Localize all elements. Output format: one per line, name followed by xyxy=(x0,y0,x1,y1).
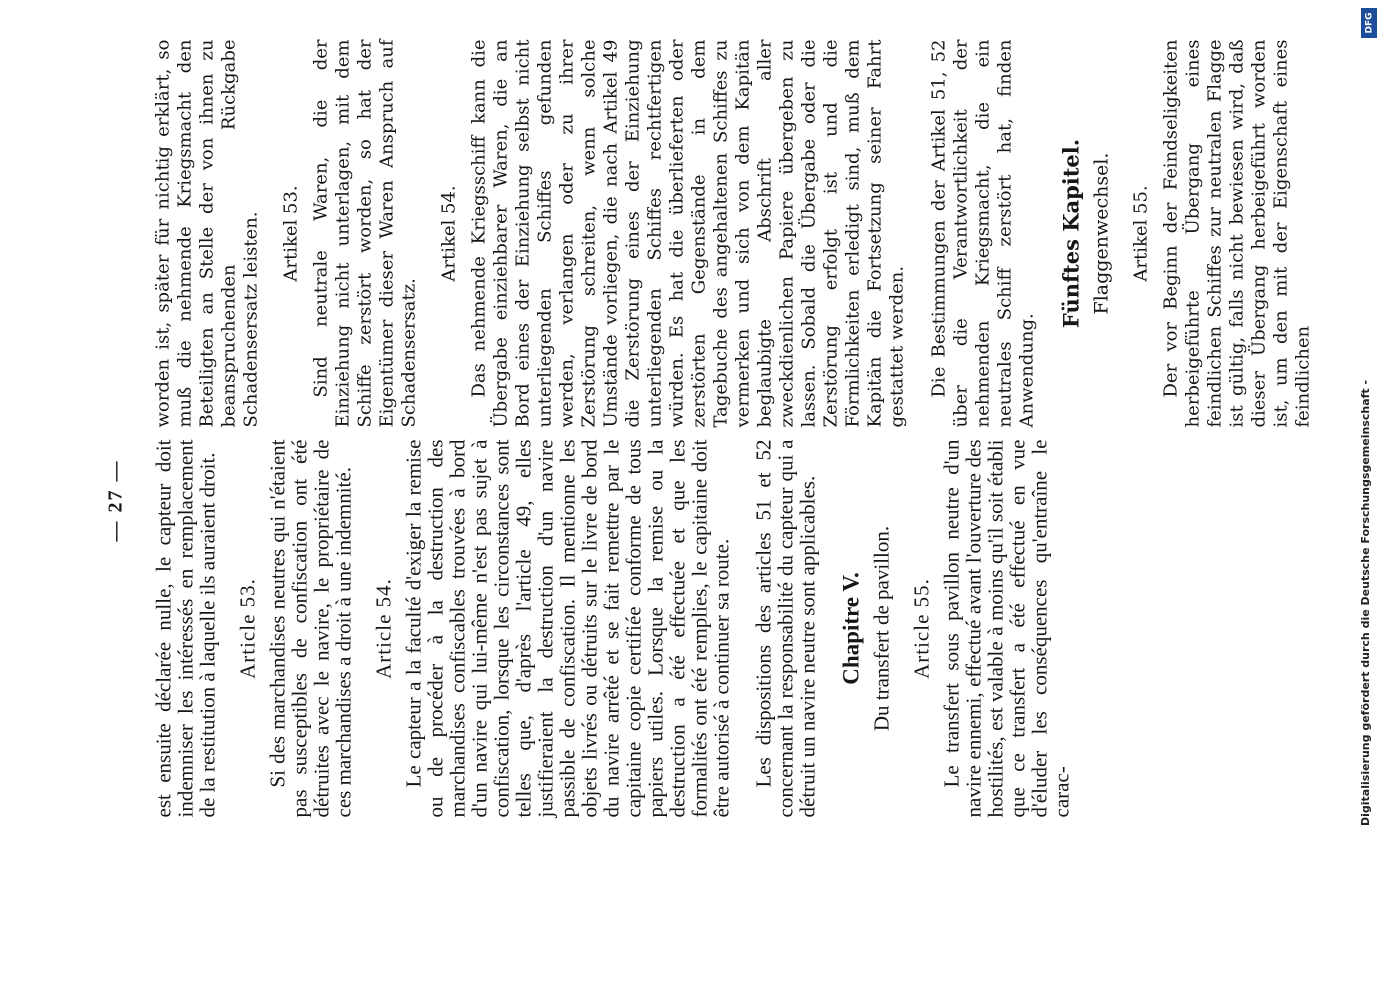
german-chapter-heading: Fünftes Kapitel. xyxy=(1058,138,1083,328)
german-article-55-text: Der vor Beginn der Feindseligkeiten herbeigeführte Übergang eines feindlichen Schiffes zur neutralen Flagge ist gültig, falls nicht bewiesen wird, daß dieser Übergang herbeigeführt worden ist, um den mit der Eigenschaft eines feindlichen xyxy=(1160,39,1313,427)
french-column xyxy=(152,439,1263,817)
german-column xyxy=(152,39,1313,427)
french-dispositions-paragraph: Les dispositions des articles 51 et 52 concernant la responsabilité du capteur qui a détruit un navire neutre sont applicables. xyxy=(751,439,819,817)
french-article-54-text: Le capteur a la faculté d'exiger la remise ou de procéder à la destruction des marchandises confiscables trouvées à bord d'un navire qui lui-même n'est pas sujet à confiscation, lorsque les circonstances sont telles que, d'après l'article 49, elles justifieraient la destruction d'un navire passible de confiscation. Il mentionne les objets livrés ou détruits sur le livre de bord du navire arrêté et se fait remettre par le capitaine copie certifiée conforme de tous papiers utiles. Lorsque la remise ou la destruction a été effectuée et que les formalités ont été remplies, le capitaine doit être autorisé à continuer sa route. xyxy=(401,439,733,817)
german-article-53-text: Sind neutrale Waren, die der Einziehung nicht unterlagen, mit dem Schiffe zerstört worden, so hat der Eigentümer dieser Waren Anspruch auf Schadensersatz. xyxy=(310,39,419,427)
digitization-credit xyxy=(1355,6,1377,994)
german-article-55-heading: Artikel 55. xyxy=(1130,184,1151,282)
credit-text: Digitalisierung gefördert durch die Deutsche Forschungsgemeinschaft - xyxy=(1359,379,1372,826)
german-article-54-heading: Artikel 54. xyxy=(438,184,459,282)
french-article-55-text: Le transfert sous pavillon neutre d'un navire ennemi, effectué avant l'ouverture des hostilités, est valable à moins qu'il soit établi que ce transfert a été effectué en vue d'éluder les conséquences qu'entraîne le carac- xyxy=(939,439,1073,817)
french-article-54-heading: Article 54. xyxy=(371,577,395,679)
french-article-55-heading: Article 55. xyxy=(909,577,933,679)
french-article-53-heading: Article 53. xyxy=(235,577,259,679)
german-article-54-text: Das nehmende Kriegsschiff kann die Übergabe einziehbarer Waren, die an Bord eines der Einziehung selbst nicht unterliegenden Schiffes gefunden werden, verlangen oder zu ihrer Zerstörung schreiten, wenn solche Umstände vorliegen, die nach Artikel 49 die Zerstörung eines der Einziehung unterliegenden Schiffes rechtfertigen würden. Es hat die überlieferten oder zerstörten Gegenstände in dem Tagebuche des angehaltenen Schiffes zu vermerken und sich von dem Kapitän beglaubigte Abschrift aller zweckdienlichen Papiere übergeben zu lassen. Sobald die Übergabe oder die Zerstörung erfolgt ist und die Förmlichkeiten erledigt sind, muß dem Kapitän die Fortsetzung seiner Fahrt gestattet werden. xyxy=(468,39,907,427)
french-paragraph-intro: est ensuite déclarée nulle, le capteur doit indemniser les intéressés en remplacement de la restitution à laquelle ils auraient droit. xyxy=(151,439,219,817)
french-chapter-heading: Chapitre V. xyxy=(838,571,863,685)
french-chapter-subheading: Du transfert de pavillon. xyxy=(869,525,893,731)
french-article-53-text: Si des marchandises neutres qui n'étaient pas susceptibles de confiscation ont été détruites avec le navire, le propriétaire de ces marchandises a droit à une indemnité. xyxy=(265,439,355,817)
german-paragraph-intro: worden ist, später für nichtig erklärt, so muß die nehmende Kriegsmacht den Beteiligten an Stelle der von ihnen zu beanspruchenden Rückgabe Schadensersatz leisten. xyxy=(152,39,261,427)
german-article-53-heading: Artikel 53. xyxy=(280,184,301,282)
german-dispositions-paragraph: Die Bestimmungen der Artikel 51, 52 über die Verantwortlichkeit der nehmenden Kriegsmacht, die ein neutrales Schiff zerstört hat, finden Anwendung. xyxy=(928,39,1037,427)
page-number-header: — 27 — xyxy=(104,459,126,541)
german-chapter-subheading: Flaggenwechsel. xyxy=(1090,152,1112,314)
dfg-logo xyxy=(1361,8,1377,38)
dfg-logo-text: DFG xyxy=(1364,12,1375,34)
